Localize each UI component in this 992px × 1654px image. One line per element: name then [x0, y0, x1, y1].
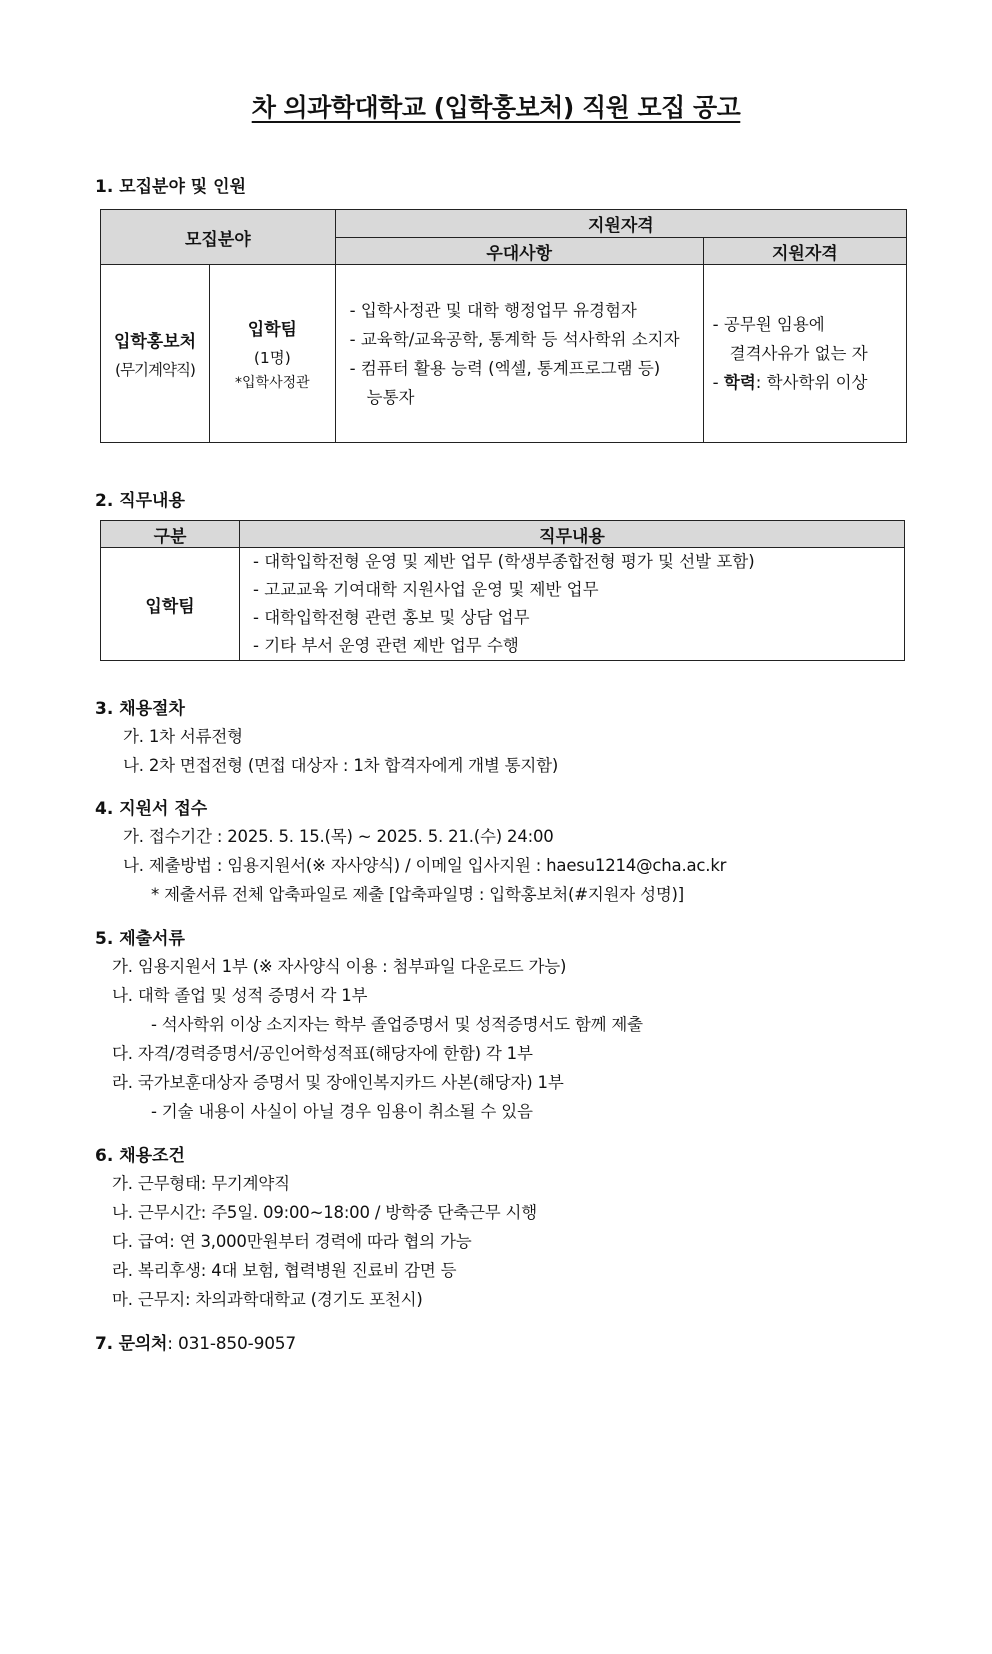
duty-item: - 고교교육 기여대학 지원사업 운영 및 제반 업무 — [253, 580, 599, 599]
team-name: 입학팀 — [247, 320, 297, 340]
contact-phone: : 031-850-9057 — [167, 1334, 297, 1354]
qual-education-label: 학력 — [723, 373, 756, 392]
pref-item: - 입학사정관 및 대학 행정업무 유경험자 — [349, 300, 637, 320]
team-position: *입학사정관 — [235, 375, 310, 391]
condition-item: 나. 근무시간: 주5일. 09:00~18:00 / 방학중 단축근무 시행 — [112, 1203, 537, 1222]
header-qualifications: 지원자격 — [703, 238, 906, 265]
document-note: - 기술 내용이 사실이 아닐 경우 임용이 취소될 수 있음 — [151, 1102, 533, 1121]
qualifications-cell — [703, 265, 906, 443]
document-item: 나. 대학 졸업 및 성적 증명서 각 1부 — [112, 986, 368, 1005]
procedure-item: 가. 1차 서류전형 — [123, 727, 243, 746]
condition-item: 라. 복리후생: 4대 보험, 협력병원 진료비 감면 등 — [112, 1261, 457, 1280]
duty-team: 입학팀 — [101, 548, 240, 661]
team-count: (1명) — [253, 349, 291, 367]
preferences-cell — [335, 265, 703, 443]
pref-item: 능통자 — [366, 387, 415, 407]
condition-item: 가. 근무형태: 무기계약직 — [112, 1174, 290, 1193]
section-6-heading: 6. 채용조건 — [95, 1146, 185, 1166]
qual-item: - 공무원 임용에 — [712, 315, 825, 334]
contact-line — [95, 1329, 296, 1354]
condition-item: 다. 급여: 연 3,000만원부터 경력에 따라 협의 가능 — [112, 1232, 472, 1251]
section-1-heading: 1. 모집분야 및 인원 — [95, 177, 246, 197]
dept-name: 입학홍보처 — [113, 332, 197, 352]
header-duty: 직무내용 — [240, 521, 905, 548]
section-4-heading: 4. 지원서 접수 — [95, 799, 208, 819]
application-method: 나. 제출방법 : 임용지원서(※ 자사양식) / 이메일 입사지원 : haesu1214@cha.ac.kr — [123, 856, 727, 875]
pref-item: - 컴퓨터 활용 능력 (엑셀, 통계프로그램 등) — [349, 358, 661, 378]
section-3-heading: 3. 채용절차 — [95, 699, 185, 719]
section-5-heading: 5. 제출서류 — [95, 929, 185, 949]
document-note: - 석사학위 이상 소지자는 학부 졸업증명서 및 성적증명서도 함께 제출 — [151, 1015, 643, 1034]
page-title: 차 의과학대학교 (입학홍보처) 직원 모집 공고 — [251, 93, 741, 122]
application-note: * 제출서류 전체 압축파일로 제출 [압축파일명 : 입학홍보처(#지원자 성명)] — [151, 885, 685, 904]
duty-item: - 대학입학전형 관련 홍보 및 상담 업무 — [253, 608, 530, 627]
document-item: 가. 임용지원서 1부 (※ 자사양식 이용 : 첨부파일 다운로드 가능) — [112, 957, 567, 976]
section-2-heading: 2. 직무내용 — [95, 491, 185, 511]
recruitment-table — [100, 209, 907, 443]
duty-item: - 기타 부서 운영 관련 제반 업무 수행 — [253, 636, 519, 655]
application-period: 가. 접수기간 : 2025. 5. 15.(목) ~ 2025. 5. 21.(수) 24:00 — [123, 827, 554, 846]
header-type: 구분 — [101, 521, 240, 548]
pref-item: - 교육학/교육공학, 통계학 등 석사학위 소지자 — [349, 329, 680, 349]
header-preferences: 우대사항 — [335, 238, 703, 265]
dept-cell — [101, 265, 210, 443]
qual-dash: - — [712, 373, 724, 392]
qual-education-value: : 학사학위 이상 — [755, 373, 868, 392]
section-7-heading: 7. 문의처 — [95, 1334, 168, 1354]
duty-table — [100, 520, 905, 661]
document-item: 라. 국가보훈대상자 증명서 및 장애인복지카드 사본(해당자) 1부 — [112, 1073, 564, 1092]
qual-item: 결격사유가 없는 자 — [729, 344, 868, 363]
qual-item-education — [713, 368, 906, 397]
document-item: 다. 자격/경력증명서/공인어학성적표(해당자에 한함) 각 1부 — [112, 1044, 533, 1063]
team-cell — [210, 265, 336, 443]
procedure-item: 나. 2차 면접전형 (면접 대상자 : 1차 합격자에게 개별 통지함) — [123, 756, 559, 775]
dept-type: (무기계약직) — [115, 361, 195, 379]
header-qual-group: 지원자격 — [335, 210, 906, 238]
duty-cell — [240, 548, 905, 661]
condition-item: 마. 근무지: 차의과학대학교 (경기도 포천시) — [112, 1290, 423, 1309]
header-field: 모집분야 — [101, 210, 336, 265]
duty-item: - 대학입학전형 운영 및 제반 업무 (학생부종합전형 평가 및 선발 포함) — [253, 552, 755, 571]
